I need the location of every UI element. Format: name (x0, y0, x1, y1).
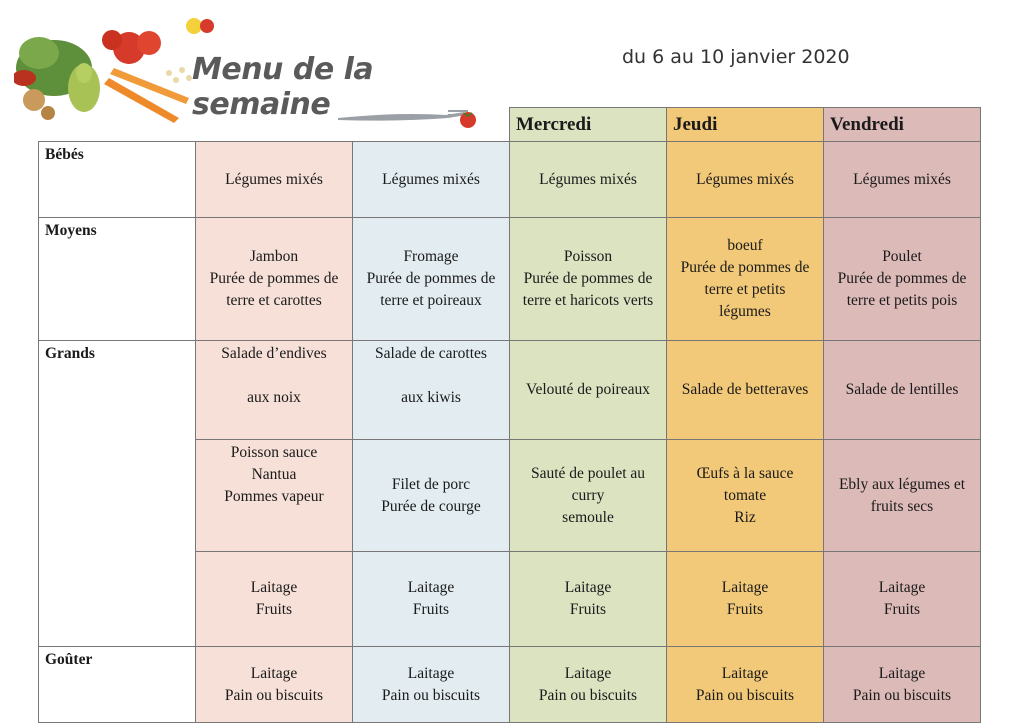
menu-cell: Laitage Fruits (824, 552, 981, 647)
page-title: Menu de la semaine (192, 52, 374, 122)
menu-cell: Laitage Pain ou biscuits (667, 647, 824, 723)
day-header-row (39, 108, 981, 142)
day-header-wednesday: Mercredi (510, 108, 667, 142)
menu-cell: Sauté de poulet au curry semoule (510, 440, 667, 552)
row-label-bebes: Bébés (39, 142, 196, 218)
menu-cell: Poisson sauce Nantua Pommes vapeur (196, 440, 353, 552)
menu-cell: Ebly aux légumes et fruits secs (824, 440, 981, 552)
menu-cell: Salade de betteraves (667, 341, 824, 440)
menu-cell: Légumes mixés (824, 142, 981, 218)
row-label-moyens: Moyens (39, 218, 196, 341)
row-label-gouter: Goûter (39, 647, 196, 723)
menu-cell: Laitage Pain ou biscuits (353, 647, 510, 723)
day-header-thursday: Jeudi (667, 108, 824, 142)
corner-cell (39, 108, 196, 142)
menu-cell: Légumes mixés (510, 142, 667, 218)
menu-cell: Jambon Purée de pommes de terre et carottes (196, 218, 353, 341)
menu-cell: Filet de porc Purée de courge (353, 440, 510, 552)
day-header-friday: Vendredi (824, 108, 981, 142)
menu-cell: Légumes mixés (667, 142, 824, 218)
table-row-bebes (39, 142, 981, 218)
menu-cell: Légumes mixés (196, 142, 353, 218)
menu-cell: Laitage Fruits (667, 552, 824, 647)
menu-cell: Poisson Purée de pommes de terre et haricots verts (510, 218, 667, 341)
table-row-grands-entree (39, 341, 981, 440)
date-range: du 6 au 10 janvier 2020 (622, 46, 850, 68)
menu-table (38, 107, 981, 723)
menu-cell: Poulet Purée de pommes de terre et petits pois (824, 218, 981, 341)
menu-cell: Légumes mixés (353, 142, 510, 218)
menu-cell: Salade de lentilles (824, 341, 981, 440)
menu-cell: Fromage Purée de pommes de terre et poireaux (353, 218, 510, 341)
row-label-grands: Grands (39, 341, 196, 647)
table-row-moyens (39, 218, 981, 341)
menu-cell: Laitage Pain ou biscuits (196, 647, 353, 723)
menu-cell: Œufs à la sauce tomate Riz (667, 440, 824, 552)
menu-cell: Laitage Fruits (510, 552, 667, 647)
menu-cell: Salade d’endives aux noix (196, 341, 353, 440)
menu-cell: boeuf Purée de pommes de terre et petits légumes (667, 218, 824, 341)
day-header-2 (353, 108, 510, 142)
menu-cell: Laitage Pain ou biscuits (510, 647, 667, 723)
menu-cell: Laitage Pain ou biscuits (824, 647, 981, 723)
menu-cell: Velouté de poireaux (510, 341, 667, 440)
menu-cell: Salade de carottes aux kiwis (353, 341, 510, 440)
day-header-1 (196, 108, 353, 142)
table-row-gouter (39, 647, 981, 723)
menu-cell: Laitage Fruits (196, 552, 353, 647)
menu-cell: Laitage Fruits (353, 552, 510, 647)
